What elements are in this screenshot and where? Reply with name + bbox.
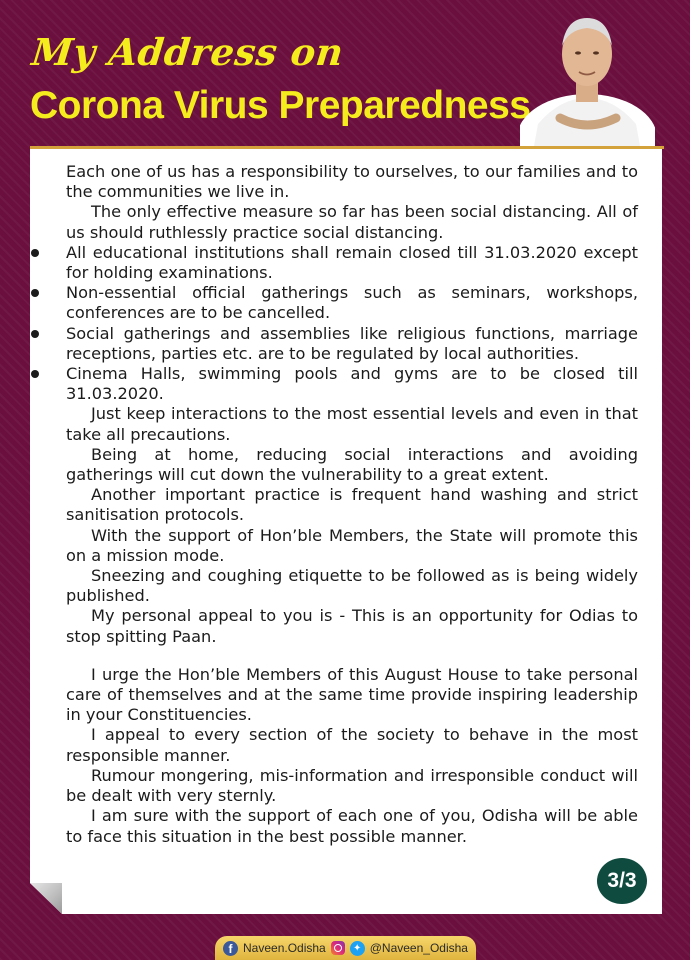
bullet-icon: [31, 330, 39, 338]
paragraph: With the support of Hon’ble Members, the State will promote this on a mission mode.: [66, 525, 638, 565]
list-item: [66, 324, 638, 364]
page-number-badge: 3/3: [597, 858, 647, 904]
list-item: [66, 243, 638, 283]
list-item-text: Social gatherings and assemblies like religious functions, marriage receptions, parties etc. are to be regulated by local authorities.: [66, 323, 638, 363]
twitter-icon[interactable]: ✦: [350, 941, 365, 956]
list-item: [66, 283, 638, 323]
bullet-icon: [31, 370, 39, 378]
address-text: [66, 162, 638, 847]
list-item-text: Non-essential official gatherings such as seminars, workshops, conferences are to be cancelled.: [66, 283, 638, 323]
paragraph: Just keep interactions to the most essential levels and even in that take all precautions.: [66, 404, 638, 444]
paragraph: I urge the Hon’ble Members of this August House to take personal care of themselves and at the same time provide inspiring leadership in your Constituencies.: [66, 664, 638, 725]
paragraph: Each one of us has a responsibility to ourselves, to our families and to the communities we live in.: [66, 162, 638, 202]
bullet-icon: [31, 249, 39, 257]
facebook-handle[interactable]: Naveen.Odisha: [243, 941, 326, 955]
paragraph: Another important practice is frequent hand washing and strict sanitisation protocols.: [66, 485, 638, 525]
facebook-icon[interactable]: f: [223, 941, 238, 956]
page-curl: [30, 883, 62, 914]
list-item: [66, 364, 638, 404]
list-item-text: Cinema Halls, swimming pools and gyms are to be closed till 31.03.2020.: [66, 364, 638, 404]
list-item-text: All educational institutions shall remain closed till 31.03.2020 except for holding examinations.: [66, 242, 638, 283]
header: [0, 0, 690, 150]
paragraph: The only effective measure so far has been social distancing. All of us should ruthlessly practice social distancing.: [66, 202, 638, 242]
spacer: [66, 647, 638, 665]
paragraph: Being at home, reducing social interactions and avoiding gatherings will cut down the vulnerability to a great extent.: [66, 444, 638, 485]
header-title: Corona Virus Preparedness: [30, 84, 531, 127]
twitter-handle[interactable]: @Naveen_Odisha: [369, 941, 468, 955]
instagram-icon[interactable]: [331, 941, 345, 955]
bullet-list: [66, 243, 638, 405]
paragraph: Rumour mongering, mis-information and irresponsible conduct will be dealt with very sternly.: [66, 765, 638, 806]
paragraph: My personal appeal to you is - This is an opportunity for Odias to stop spitting Paan.: [66, 606, 638, 646]
paragraph: Sneezing and coughing etiquette to be followed as is being widely published.: [66, 566, 638, 606]
paragraph: I am sure with the support of each one of you, Odisha will be able to face this situation in the best possible manner.: [66, 806, 638, 846]
social-footer: [215, 936, 476, 960]
header-subtitle: My Address on: [29, 30, 346, 74]
header-divider: [30, 146, 664, 149]
paragraph: I appeal to every section of the society to behave in the most responsible manner.: [66, 725, 638, 765]
portrait-image: [520, 6, 655, 146]
